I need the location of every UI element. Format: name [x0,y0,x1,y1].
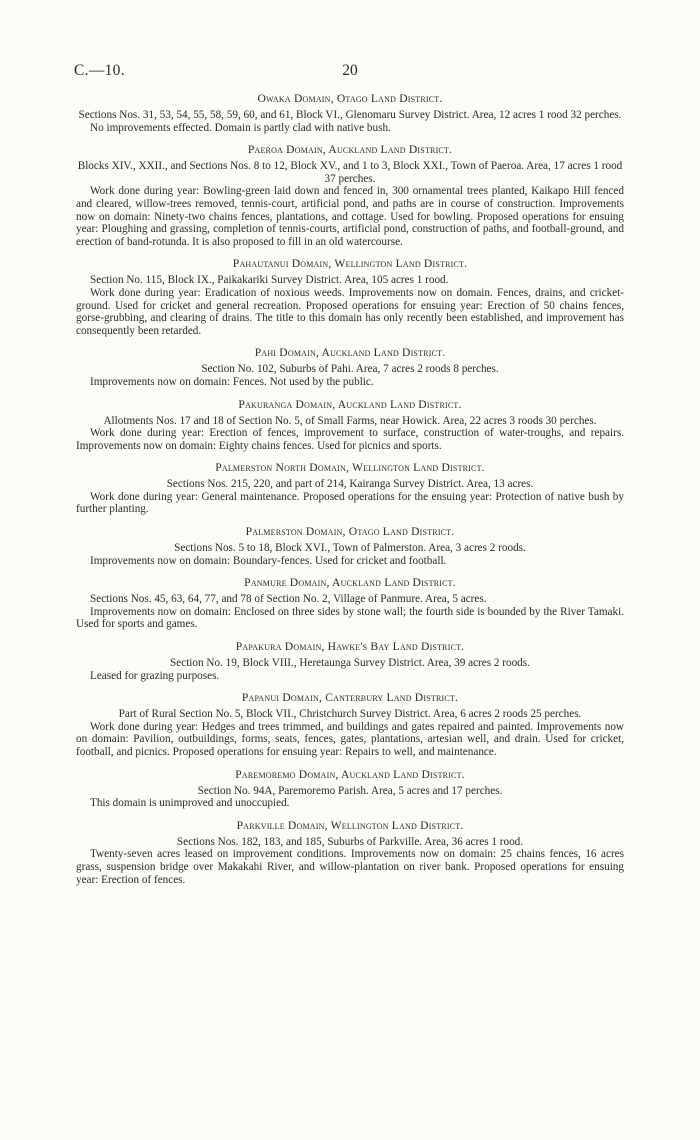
domain-details: Improvements now on domain: Fences. Not used by the public. [90,375,374,388]
domain-details: Improvements now on domain: Boundary-fences. Used for cricket and football. [90,554,447,567]
domain-location: Section No. 115, Block IX., Paikakariki Survey District. Area, 105 acres 1 rood. [90,274,449,287]
domain-entry-palmerston [76,525,624,567]
domain-details: Work done during year: Eradication of noxious weeds. Improvements now on domain. Fences, drains, and cricket-ground. Used for cricket and general recreation. Proposed operations for ensuing year: Erection of 50 chains fences, gorse-grubbing, and clearing of drains. The title to this domain has only recently been established, and improvement has consequently been retarded. [76,286,624,337]
domain-heading: Palmerston Domain, Otago Land District. [245,525,455,539]
domain-heading: Owaka Domain, Otago Land District. [257,92,443,105]
domain-details: Work done during year: Bowling-green laid down and fenced in, 300 ornamental trees planted, Kaikapo Hill fenced and cleared, willow-trees removed, tennis-court, artificial pond, and paths are in course of construction. Improvements now on domain: Ninety-two chains fences, plantations, and cottage. Used for bowling. Proposed operations for ensuing year: Ploughing and grassing, completion of tennis-courts, artificial pond, construction of paths, and football-ground, and erection of band-rotunda. It is also proposed to fill in an old watercourse. [76,185,624,248]
domain-location: Sections Nos. 5 to 18, Block XVI., Town of Palmerston. Area, 3 acres 2 roods. [174,542,526,555]
domain-entry-owaka [76,92,624,134]
domain-heading: Pahautanui Domain, Wellington Land District. [232,257,468,271]
domain-entry-pakuranga [76,398,624,453]
domain-heading: Palmerston North Domain, Wellington Land District. [215,461,485,475]
domain-heading: Panmure Domain, Auckland Land District. [244,576,456,590]
domain-details: No improvements effected. Domain is partly clad with native bush. [90,121,391,134]
domain-heading: Papakura Domain, Hawke's Bay Land District. [235,640,465,654]
domain-details: This domain is unimproved and unoccupied. [90,797,290,810]
domain-details: Work done during year: Erection of fences, improvement to surface, construction of water-troughs, and repairs. Improvements now on domain: Eighty chains fences. Used for picnics and sports. [76,427,624,452]
domain-entry-pahautanui [76,257,624,337]
domain-entry-paremoremo [76,768,624,810]
domain-details: Work done during year: Hedges and trees trimmed, and buildings and gates repaired and painted. Improvements now on domain: Pavilion, outbuildings, forms, seats, fences, gates, plantations, artesian well, and drain. Used for cricket, football, and picnics. Proposed operations for ensuing year: Repairs to well, and maintenance. [76,720,624,758]
domain-location: Sections Nos. 45, 63, 64, 77, and 78 of Section No. 2, Village of Panmure. Area, 5 acres. [90,593,487,606]
domain-location: Section No. 102, Suburbs of Pahi. Area, 7 acres 2 roods 8 perches. [201,363,499,376]
domain-location: Blocks XIV., XXII., and Sections Nos. 8 to 12, Block XV., and 1 to 3, Block XXI., Town of Paeroa. Area, 17 acres 1 rood 37 perches. [77,160,623,185]
domain-heading: Paeroa Domain, Auckland Land District. [247,143,453,157]
document-body [76,92,624,895]
domain-details: Leased for grazing purposes. [90,669,220,682]
domain-location: Part of Rural Section No. 5, Block VII., Christchurch Survey District. Area, 6 acres 2 roods 25 perches. [118,708,582,721]
document-reference: C.—10. [74,62,125,79]
domain-heading: Pahi Domain, Auckland Land District. [254,346,446,360]
domain-entry-papanui [76,691,624,758]
domain-entry-panmure [76,576,624,631]
domain-location: Sections Nos. 31, 53, 54, 55, 58, 59, 60, and 61, Block VI., Glenomaru Survey District. Area, 12 acres 1 rood 32 perches. [78,109,622,121]
domain-location: Section No. 94A, Paremoremo Parish. Area, 5 acres and 17 perches. [197,784,503,797]
page-number: 20 [342,62,358,79]
domain-location: Sections Nos. 215, 220, and part of 214, Kairanga Survey District. Area, 13 acres. [166,478,534,491]
domain-heading: Papanui Domain, Canterbury Land District. [241,691,459,705]
domain-entry-paeroa [76,143,624,248]
domain-heading: Paremoremo Domain, Auckland Land District. [235,767,465,781]
domain-entry-pahi [76,346,624,388]
domain-details: Work done during year: General maintenance. Proposed operations for the ensuing year: Protection of native bush by further planting. [76,490,624,516]
domain-details: Twenty-seven acres leased on improvement conditions. Improvements now on domain: 25 chains fences, 16 acres grass, suspension bridge over Makakahi River, and willow-plantation on river bank. Proposed operations for ensuing year: Erection of fences. [76,848,624,886]
domain-heading: Pakuranga Domain, Auckland Land District. [238,397,462,411]
domain-entry-palmerston-north [76,461,624,516]
domain-heading: Parkville Domain, Wellington Land District. [236,818,464,832]
page-header [74,62,626,84]
domain-entry-papakura [76,640,624,682]
domain-entry-parkville [76,819,624,886]
domain-location: Sections Nos. 182, 183, and 185, Suburbs of Parkville. Area, 36 acres 1 rood. [176,835,524,848]
domain-details: Improvements now on domain: Enclosed on three sides by stone wall; the fourth side is bounded by the River Tamaki. Used for sports and games. [76,605,624,631]
domain-location: Section No. 19, Block VIII., Heretaunga Survey District. Area, 39 acres 2 roods. [170,657,530,670]
domain-location: Allotments Nos. 17 and 18 of Section No. 5, of Small Farms, near Howick. Area, 22 acres 3 roods 30 perches. [103,414,597,427]
